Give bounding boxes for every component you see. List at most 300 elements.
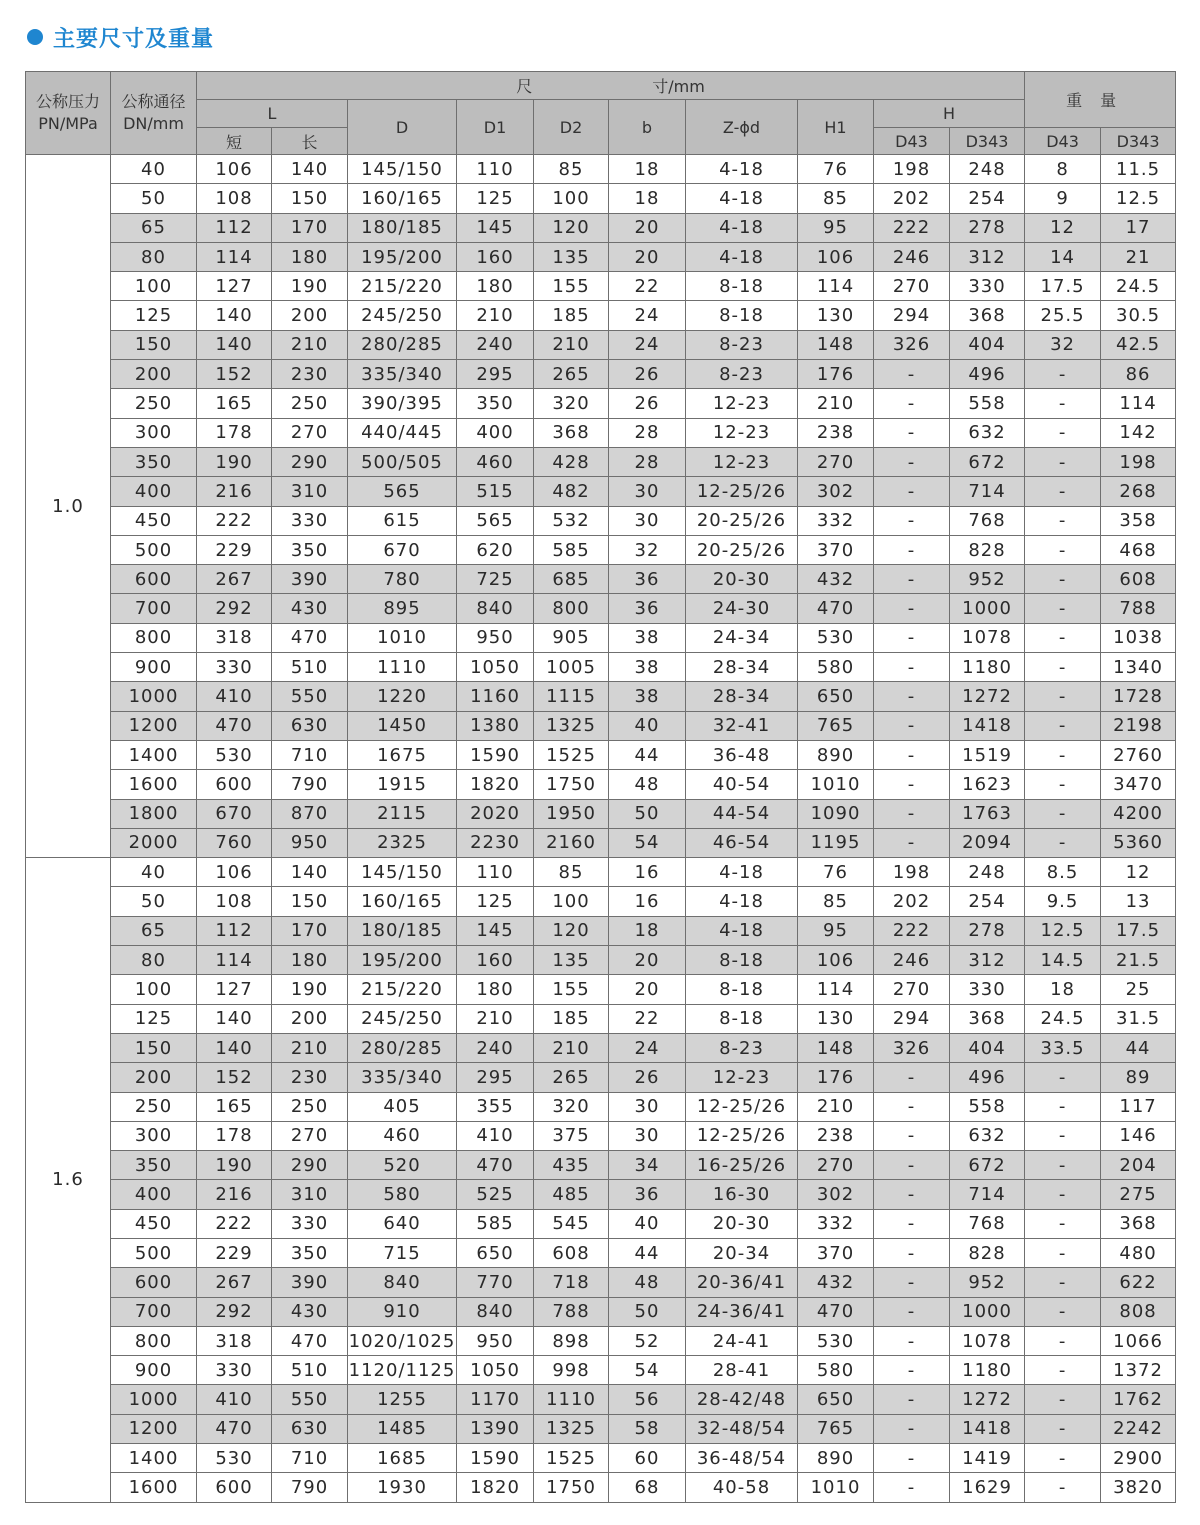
cell-H1: 530 — [798, 1326, 874, 1355]
cell-weight-D43: - — [1025, 711, 1101, 740]
cell-L-long: 630 — [272, 1414, 348, 1443]
cell-b: 38 — [609, 653, 686, 682]
cell-D: 180/185 — [348, 916, 457, 945]
cell-D2: 155 — [534, 272, 609, 301]
cell-L-long: 310 — [272, 477, 348, 506]
cell-weight-D43: 24.5 — [1025, 1004, 1101, 1033]
cell-H-D43: - — [874, 360, 950, 389]
cell-weight-D343: 89 — [1101, 1063, 1176, 1092]
table-row — [26, 946, 1176, 975]
cell-H1: 238 — [798, 418, 874, 447]
cell-dn: 1000 — [111, 1385, 197, 1414]
cell-L-short: 165 — [197, 1092, 272, 1121]
table-row — [26, 740, 1176, 769]
cell-weight-D343: 468 — [1101, 535, 1176, 564]
cell-D1: 410 — [457, 1121, 534, 1150]
cell-L-short: 318 — [197, 623, 272, 652]
cell-D: 1120/1125 — [348, 1356, 457, 1385]
cell-H1: 765 — [798, 711, 874, 740]
cell-Z-phi-d: 12-25/26 — [686, 477, 798, 506]
cell-H1: 76 — [798, 858, 874, 887]
cell-H1: 76 — [798, 155, 874, 184]
cell-Z-phi-d: 28-41 — [686, 1356, 798, 1385]
cell-H-D43: - — [874, 535, 950, 564]
cell-b: 30 — [609, 1121, 686, 1150]
cell-D: 840 — [348, 1268, 457, 1297]
cell-L-long: 180 — [272, 242, 348, 271]
cell-D: 910 — [348, 1297, 457, 1326]
cell-H-D343: 714 — [950, 477, 1025, 506]
table-row — [26, 389, 1176, 418]
cell-D: 1450 — [348, 711, 457, 740]
cell-D2: 320 — [534, 389, 609, 418]
cell-D2: 265 — [534, 1063, 609, 1092]
cell-weight-D43: - — [1025, 1473, 1101, 1502]
cell-weight-D43: 18 — [1025, 975, 1101, 1004]
cell-L-long: 190 — [272, 975, 348, 1004]
cell-H-D343: 404 — [950, 330, 1025, 359]
cell-Z-phi-d: 20-30 — [686, 1209, 798, 1238]
cell-H-D43: 326 — [874, 330, 950, 359]
cell-b: 38 — [609, 682, 686, 711]
cell-D1: 725 — [457, 565, 534, 594]
cell-dn: 50 — [111, 887, 197, 916]
cell-weight-D343: 3470 — [1101, 770, 1176, 799]
cell-L-short: 410 — [197, 1385, 272, 1414]
cell-L-short: 530 — [197, 740, 272, 769]
cell-L-long: 230 — [272, 360, 348, 389]
cell-b: 26 — [609, 1063, 686, 1092]
cell-H-D43: 294 — [874, 1004, 950, 1033]
cell-D1: 1590 — [457, 1444, 534, 1473]
cell-L-long: 510 — [272, 1356, 348, 1385]
cell-weight-D343: 3820 — [1101, 1473, 1176, 1502]
cell-H-D43: - — [874, 565, 950, 594]
cell-L-long: 550 — [272, 682, 348, 711]
cell-b: 54 — [609, 828, 686, 857]
cell-weight-D43: - — [1025, 1151, 1101, 1180]
cell-H1: 95 — [798, 916, 874, 945]
cell-L-long: 150 — [272, 184, 348, 213]
cell-Z-phi-d: 4-18 — [686, 155, 798, 184]
cell-H-D343: 248 — [950, 155, 1025, 184]
header-D1: D1 — [457, 100, 534, 155]
bullet-dot-icon — [27, 29, 43, 45]
cell-L-short: 140 — [197, 330, 272, 359]
cell-H-D43: - — [874, 1326, 950, 1355]
cell-D2: 718 — [534, 1268, 609, 1297]
cell-D2: 368 — [534, 418, 609, 447]
cell-D2: 135 — [534, 242, 609, 271]
cell-H-D43: 202 — [874, 184, 950, 213]
cell-weight-D343: 13 — [1101, 887, 1176, 916]
cell-H-D43: - — [874, 653, 950, 682]
cell-H-D343: 254 — [950, 184, 1025, 213]
cell-H-D343: 672 — [950, 447, 1025, 476]
header-weight-D43: D43 — [1025, 128, 1101, 155]
cell-dn: 900 — [111, 653, 197, 682]
cell-H-D43: - — [874, 1473, 950, 1502]
cell-L-long: 390 — [272, 1268, 348, 1297]
cell-D: 580 — [348, 1180, 457, 1209]
cell-dn: 125 — [111, 1004, 197, 1033]
cell-dn: 1400 — [111, 1444, 197, 1473]
cell-Z-phi-d: 4-18 — [686, 184, 798, 213]
cell-weight-D43: 12.5 — [1025, 916, 1101, 945]
cell-D1: 1380 — [457, 711, 534, 740]
table-row — [26, 447, 1176, 476]
cell-L-long: 550 — [272, 1385, 348, 1414]
cell-weight-D43: 9.5 — [1025, 887, 1101, 916]
cell-dn: 250 — [111, 1092, 197, 1121]
cell-dn: 500 — [111, 535, 197, 564]
table-row — [26, 1151, 1176, 1180]
cell-H1: 1195 — [798, 828, 874, 857]
pn-value: 1.0 — [26, 155, 111, 858]
cell-Z-phi-d: 4-18 — [686, 858, 798, 887]
cell-H-D43: 198 — [874, 858, 950, 887]
cell-H-D43: - — [874, 506, 950, 535]
cell-b: 40 — [609, 1209, 686, 1238]
cell-H1: 370 — [798, 535, 874, 564]
cell-Z-phi-d: 36-48 — [686, 740, 798, 769]
cell-H1: 332 — [798, 506, 874, 535]
header-dimensions-right: 寸/mm — [652, 77, 705, 96]
dimensions-weight-table — [25, 71, 1176, 1503]
table-row — [26, 1238, 1176, 1267]
cell-L-long: 870 — [272, 799, 348, 828]
cell-dn: 500 — [111, 1238, 197, 1267]
cell-weight-D343: 11.5 — [1101, 155, 1176, 184]
table-row — [26, 887, 1176, 916]
cell-H-D43: - — [874, 1121, 950, 1150]
cell-weight-D343: 1340 — [1101, 653, 1176, 682]
cell-Z-phi-d: 8-23 — [686, 1033, 798, 1062]
cell-dn: 400 — [111, 1180, 197, 1209]
cell-b: 56 — [609, 1385, 686, 1414]
cell-Z-phi-d: 24-41 — [686, 1326, 798, 1355]
cell-D1: 125 — [457, 184, 534, 213]
cell-H-D343: 330 — [950, 975, 1025, 1004]
cell-weight-D43: - — [1025, 477, 1101, 506]
cell-H-D43: - — [874, 1180, 950, 1209]
table-row — [26, 1004, 1176, 1033]
cell-H1: 432 — [798, 1268, 874, 1297]
cell-weight-D43: 8.5 — [1025, 858, 1101, 887]
table-row — [26, 1444, 1176, 1473]
cell-D2: 265 — [534, 360, 609, 389]
cell-H-D343: 1078 — [950, 1326, 1025, 1355]
cell-H1: 270 — [798, 1151, 874, 1180]
cell-L-short: 600 — [197, 770, 272, 799]
cell-H-D43: - — [874, 447, 950, 476]
cell-D1: 1590 — [457, 740, 534, 769]
cell-L-short: 114 — [197, 946, 272, 975]
table-row — [26, 535, 1176, 564]
header-H-D343: D343 — [950, 128, 1025, 155]
cell-dn: 700 — [111, 594, 197, 623]
cell-D: 1485 — [348, 1414, 457, 1443]
cell-D2: 905 — [534, 623, 609, 652]
table-row — [26, 1414, 1176, 1443]
cell-D1: 1820 — [457, 770, 534, 799]
cell-weight-D343: 44 — [1101, 1033, 1176, 1062]
cell-Z-phi-d: 20-30 — [686, 565, 798, 594]
cell-weight-D343: 30.5 — [1101, 301, 1176, 330]
cell-H-D343: 404 — [950, 1033, 1025, 1062]
cell-D1: 400 — [457, 418, 534, 447]
cell-L-short: 112 — [197, 916, 272, 945]
table-row — [26, 1033, 1176, 1062]
cell-dn: 400 — [111, 477, 197, 506]
table-row — [26, 330, 1176, 359]
cell-L-short: 530 — [197, 1444, 272, 1473]
cell-weight-D43: 8 — [1025, 155, 1101, 184]
cell-weight-D43: - — [1025, 1238, 1101, 1267]
table-row — [26, 653, 1176, 682]
cell-D2: 85 — [534, 858, 609, 887]
cell-D1: 525 — [457, 1180, 534, 1209]
cell-H-D343: 496 — [950, 360, 1025, 389]
cell-D2: 1325 — [534, 711, 609, 740]
cell-L-short: 410 — [197, 682, 272, 711]
cell-H-D43: 222 — [874, 916, 950, 945]
cell-L-short: 229 — [197, 535, 272, 564]
cell-D: 460 — [348, 1121, 457, 1150]
cell-D: 895 — [348, 594, 457, 623]
cell-weight-D343: 4200 — [1101, 799, 1176, 828]
cell-H1: 85 — [798, 184, 874, 213]
cell-dn: 1600 — [111, 1473, 197, 1502]
table-row — [26, 184, 1176, 213]
cell-weight-D43: - — [1025, 1268, 1101, 1297]
cell-H-D43: - — [874, 770, 950, 799]
cell-D1: 650 — [457, 1238, 534, 1267]
cell-b: 16 — [609, 887, 686, 916]
cell-D1: 2020 — [457, 799, 534, 828]
cell-D2: 685 — [534, 565, 609, 594]
cell-D2: 485 — [534, 1180, 609, 1209]
cell-H1: 130 — [798, 1004, 874, 1033]
cell-L-long: 140 — [272, 155, 348, 184]
cell-H-D43: 270 — [874, 272, 950, 301]
cell-H1: 890 — [798, 1444, 874, 1473]
cell-L-long: 170 — [272, 213, 348, 242]
cell-weight-D343: 25 — [1101, 975, 1176, 1004]
cell-Z-phi-d: 36-48/54 — [686, 1444, 798, 1473]
cell-D2: 120 — [534, 213, 609, 242]
cell-H-D343: 1180 — [950, 653, 1025, 682]
cell-b: 44 — [609, 1238, 686, 1267]
cell-D: 1675 — [348, 740, 457, 769]
cell-dn: 80 — [111, 946, 197, 975]
cell-weight-D43: 33.5 — [1025, 1033, 1101, 1062]
table-row — [26, 1473, 1176, 1502]
cell-weight-D43: - — [1025, 1092, 1101, 1121]
table-row — [26, 828, 1176, 857]
cell-dn: 1800 — [111, 799, 197, 828]
cell-weight-D343: 146 — [1101, 1121, 1176, 1150]
table-row — [26, 1121, 1176, 1150]
cell-Z-phi-d: 8-23 — [686, 330, 798, 359]
cell-dn: 600 — [111, 565, 197, 594]
cell-H-D343: 632 — [950, 1121, 1025, 1150]
cell-H-D343: 496 — [950, 1063, 1025, 1092]
cell-H-D343: 1418 — [950, 711, 1025, 740]
cell-H-D43: 246 — [874, 242, 950, 271]
cell-L-short: 178 — [197, 418, 272, 447]
cell-H-D343: 278 — [950, 213, 1025, 242]
cell-weight-D343: 24.5 — [1101, 272, 1176, 301]
section-title-text: 主要尺寸及重量 — [53, 26, 215, 52]
cell-H1: 580 — [798, 653, 874, 682]
cell-D2: 532 — [534, 506, 609, 535]
cell-weight-D343: 1728 — [1101, 682, 1176, 711]
cell-D: 245/250 — [348, 1004, 457, 1033]
cell-L-short: 106 — [197, 858, 272, 887]
cell-Z-phi-d: 12-23 — [686, 418, 798, 447]
cell-H1: 114 — [798, 272, 874, 301]
cell-D1: 1390 — [457, 1414, 534, 1443]
cell-H-D343: 2094 — [950, 828, 1025, 857]
header-D: D — [348, 100, 457, 155]
cell-H1: 106 — [798, 242, 874, 271]
cell-L-short: 292 — [197, 594, 272, 623]
cell-D2: 482 — [534, 477, 609, 506]
cell-H-D43: 202 — [874, 887, 950, 916]
cell-weight-D343: 1372 — [1101, 1356, 1176, 1385]
cell-weight-D43: - — [1025, 653, 1101, 682]
cell-dn: 450 — [111, 506, 197, 535]
cell-D: 1220 — [348, 682, 457, 711]
cell-b: 22 — [609, 1004, 686, 1033]
cell-b: 32 — [609, 535, 686, 564]
cell-H1: 95 — [798, 213, 874, 242]
cell-D: 160/165 — [348, 887, 457, 916]
cell-weight-D43: - — [1025, 1444, 1101, 1473]
table-row — [26, 858, 1176, 887]
cell-weight-D343: 808 — [1101, 1297, 1176, 1326]
cell-weight-D343: 17 — [1101, 213, 1176, 242]
cell-D1: 160 — [457, 946, 534, 975]
cell-b: 52 — [609, 1326, 686, 1355]
cell-Z-phi-d: 40-54 — [686, 770, 798, 799]
cell-b: 36 — [609, 565, 686, 594]
cell-H-D43: - — [874, 740, 950, 769]
cell-D: 180/185 — [348, 213, 457, 242]
cell-D: 565 — [348, 477, 457, 506]
cell-D1: 840 — [457, 594, 534, 623]
cell-D1: 2230 — [457, 828, 534, 857]
cell-Z-phi-d: 16-30 — [686, 1180, 798, 1209]
cell-Z-phi-d: 12-25/26 — [686, 1092, 798, 1121]
cell-weight-D343: 480 — [1101, 1238, 1176, 1267]
cell-H-D43: - — [874, 1444, 950, 1473]
cell-Z-phi-d: 20-36/41 — [686, 1268, 798, 1297]
cell-weight-D43: 32 — [1025, 330, 1101, 359]
cell-H-D43: - — [874, 711, 950, 740]
cell-D1: 145 — [457, 213, 534, 242]
table-row — [26, 155, 1176, 184]
cell-D1: 950 — [457, 1326, 534, 1355]
cell-D2: 1525 — [534, 740, 609, 769]
cell-D1: 460 — [457, 447, 534, 476]
cell-b: 36 — [609, 1180, 686, 1209]
cell-D1: 110 — [457, 155, 534, 184]
cell-Z-phi-d: 20-25/26 — [686, 535, 798, 564]
cell-L-long: 230 — [272, 1063, 348, 1092]
cell-D2: 2160 — [534, 828, 609, 857]
cell-Z-phi-d: 12-23 — [686, 1063, 798, 1092]
cell-weight-D43: - — [1025, 1063, 1101, 1092]
table-body — [26, 155, 1176, 1503]
cell-D: 215/220 — [348, 272, 457, 301]
cell-L-long: 430 — [272, 1297, 348, 1326]
cell-D: 1255 — [348, 1385, 457, 1414]
table-row — [26, 623, 1176, 652]
cell-H1: 432 — [798, 565, 874, 594]
cell-L-short: 108 — [197, 184, 272, 213]
cell-H1: 210 — [798, 389, 874, 418]
table-header — [26, 72, 1176, 155]
cell-weight-D343: 358 — [1101, 506, 1176, 535]
cell-H1: 580 — [798, 1356, 874, 1385]
cell-Z-phi-d: 28-34 — [686, 682, 798, 711]
cell-b: 24 — [609, 301, 686, 330]
cell-weight-D343: 21.5 — [1101, 946, 1176, 975]
cell-H1: 1010 — [798, 1473, 874, 1502]
cell-weight-D43: - — [1025, 1121, 1101, 1150]
cell-weight-D43: - — [1025, 682, 1101, 711]
cell-b: 38 — [609, 623, 686, 652]
cell-L-short: 140 — [197, 1004, 272, 1033]
cell-L-short: 140 — [197, 301, 272, 330]
cell-Z-phi-d: 32-41 — [686, 711, 798, 740]
cell-H-D343: 768 — [950, 506, 1025, 535]
cell-b: 28 — [609, 447, 686, 476]
cell-weight-D43: - — [1025, 799, 1101, 828]
cell-b: 30 — [609, 1092, 686, 1121]
cell-weight-D43: - — [1025, 1326, 1101, 1355]
cell-H-D43: 222 — [874, 213, 950, 242]
cell-b: 22 — [609, 272, 686, 301]
cell-H-D43: - — [874, 594, 950, 623]
cell-D2: 585 — [534, 535, 609, 564]
cell-D1: 620 — [457, 535, 534, 564]
cell-D: 715 — [348, 1238, 457, 1267]
cell-weight-D43: - — [1025, 1385, 1101, 1414]
table-row — [26, 301, 1176, 330]
cell-Z-phi-d: 4-18 — [686, 916, 798, 945]
cell-dn: 200 — [111, 1063, 197, 1092]
cell-L-short: 140 — [197, 1033, 272, 1062]
cell-L-long: 710 — [272, 1444, 348, 1473]
table-row — [26, 682, 1176, 711]
cell-dn: 300 — [111, 1121, 197, 1150]
cell-D1: 515 — [457, 477, 534, 506]
cell-Z-phi-d: 24-30 — [686, 594, 798, 623]
cell-weight-D343: 2900 — [1101, 1444, 1176, 1473]
cell-Z-phi-d: 20-25/26 — [686, 506, 798, 535]
cell-L-long: 510 — [272, 653, 348, 682]
cell-dn: 65 — [111, 213, 197, 242]
cell-D: 335/340 — [348, 360, 457, 389]
cell-H1: 238 — [798, 1121, 874, 1150]
cell-weight-D43: 14 — [1025, 242, 1101, 271]
cell-L-short: 106 — [197, 155, 272, 184]
cell-L-short: 470 — [197, 711, 272, 740]
cell-D1: 145 — [457, 916, 534, 945]
